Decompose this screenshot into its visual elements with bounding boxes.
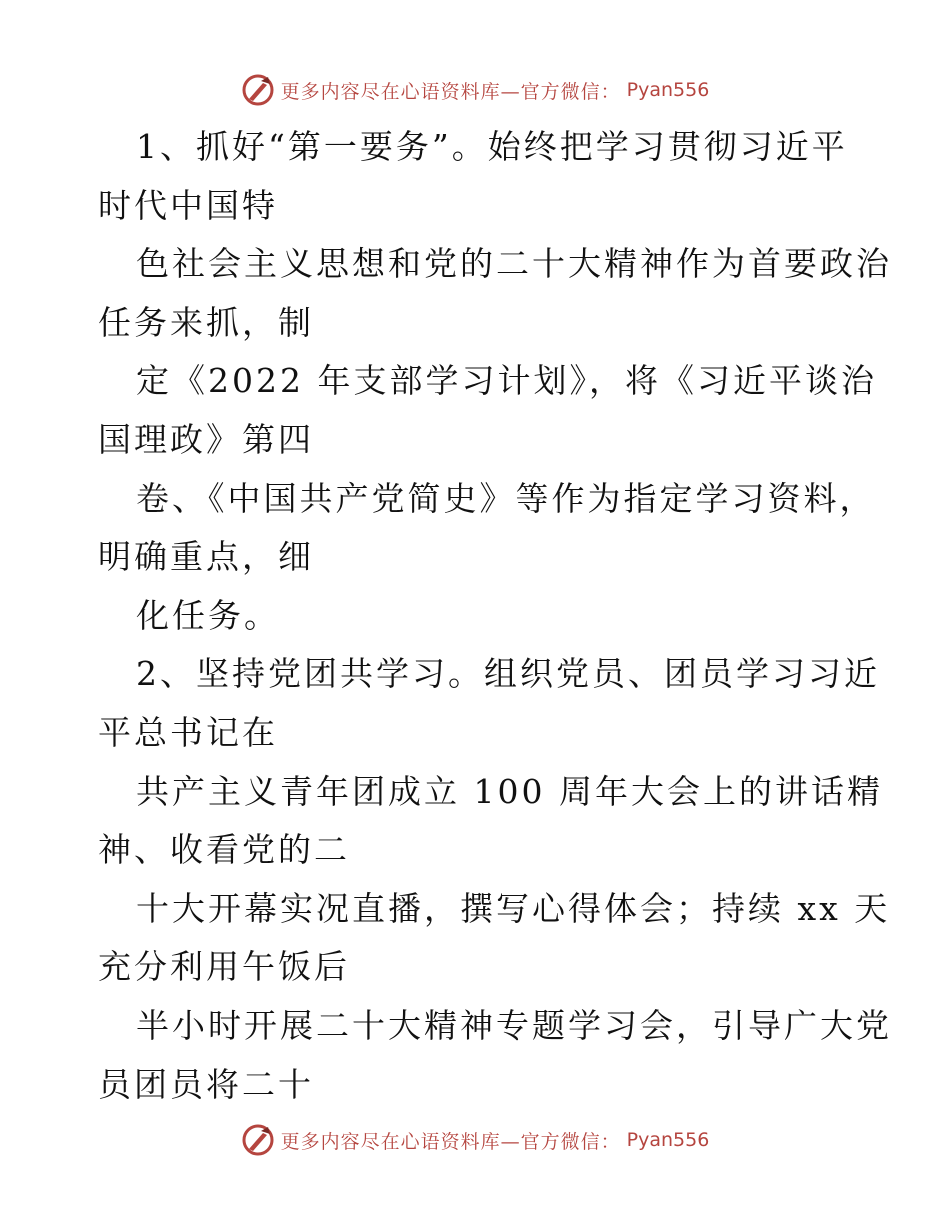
body-line: 2、坚持党团共学习。组织党员、团员学习习近 bbox=[136, 654, 880, 694]
body-line: 色社会主义思想和党的二十大精神作为首要政治 bbox=[136, 244, 892, 284]
body-line: 明确重点，细 bbox=[98, 537, 314, 577]
body-line: 员团员将二十 bbox=[98, 1064, 314, 1104]
pen-logo-icon bbox=[241, 1123, 275, 1157]
header-banner bbox=[0, 70, 950, 110]
header-banner-text: 更多内容尽在心语资料库—官方微信： bbox=[280, 80, 621, 103]
footer-banner bbox=[0, 1120, 950, 1160]
pen-logo-icon bbox=[241, 73, 275, 107]
body-line: 充分利用午饭后 bbox=[98, 947, 350, 987]
body-line: 半小时开展二十大精神专题学习会，引导广大党 bbox=[136, 1005, 892, 1045]
body-line: 国理政》第四 bbox=[98, 419, 314, 459]
body-line: 十大开幕实况直播，撰写心得体会；持续 xx 天 bbox=[136, 888, 891, 928]
body-line: 定《2022 年支部学习计划》，将《习近平谈治 bbox=[136, 361, 877, 401]
body-line: 卷、《中国共产党简史》等作为指定学习资料， bbox=[136, 478, 876, 518]
footer-banner-text: 更多内容尽在心语资料库—官方微信： bbox=[280, 1130, 621, 1153]
footer-wechat-id: Pyan556 bbox=[626, 1129, 710, 1151]
body-line: 任务来抓，制 bbox=[98, 302, 314, 342]
document-body bbox=[98, 118, 898, 1114]
body-line: 化任务。 bbox=[136, 595, 280, 635]
body-line: 时代中国特 bbox=[98, 185, 278, 225]
header-wechat-id: Pyan556 bbox=[626, 79, 710, 101]
body-line: 共产主义青年团成立 100 周年大会上的讲话精 bbox=[136, 771, 883, 811]
body-line: 1、抓好“第一要务”。始终把学习贯彻习近平 bbox=[136, 127, 848, 166]
body-line: 神、收看党的二 bbox=[98, 830, 350, 870]
body-line: 平总书记在 bbox=[98, 712, 278, 752]
